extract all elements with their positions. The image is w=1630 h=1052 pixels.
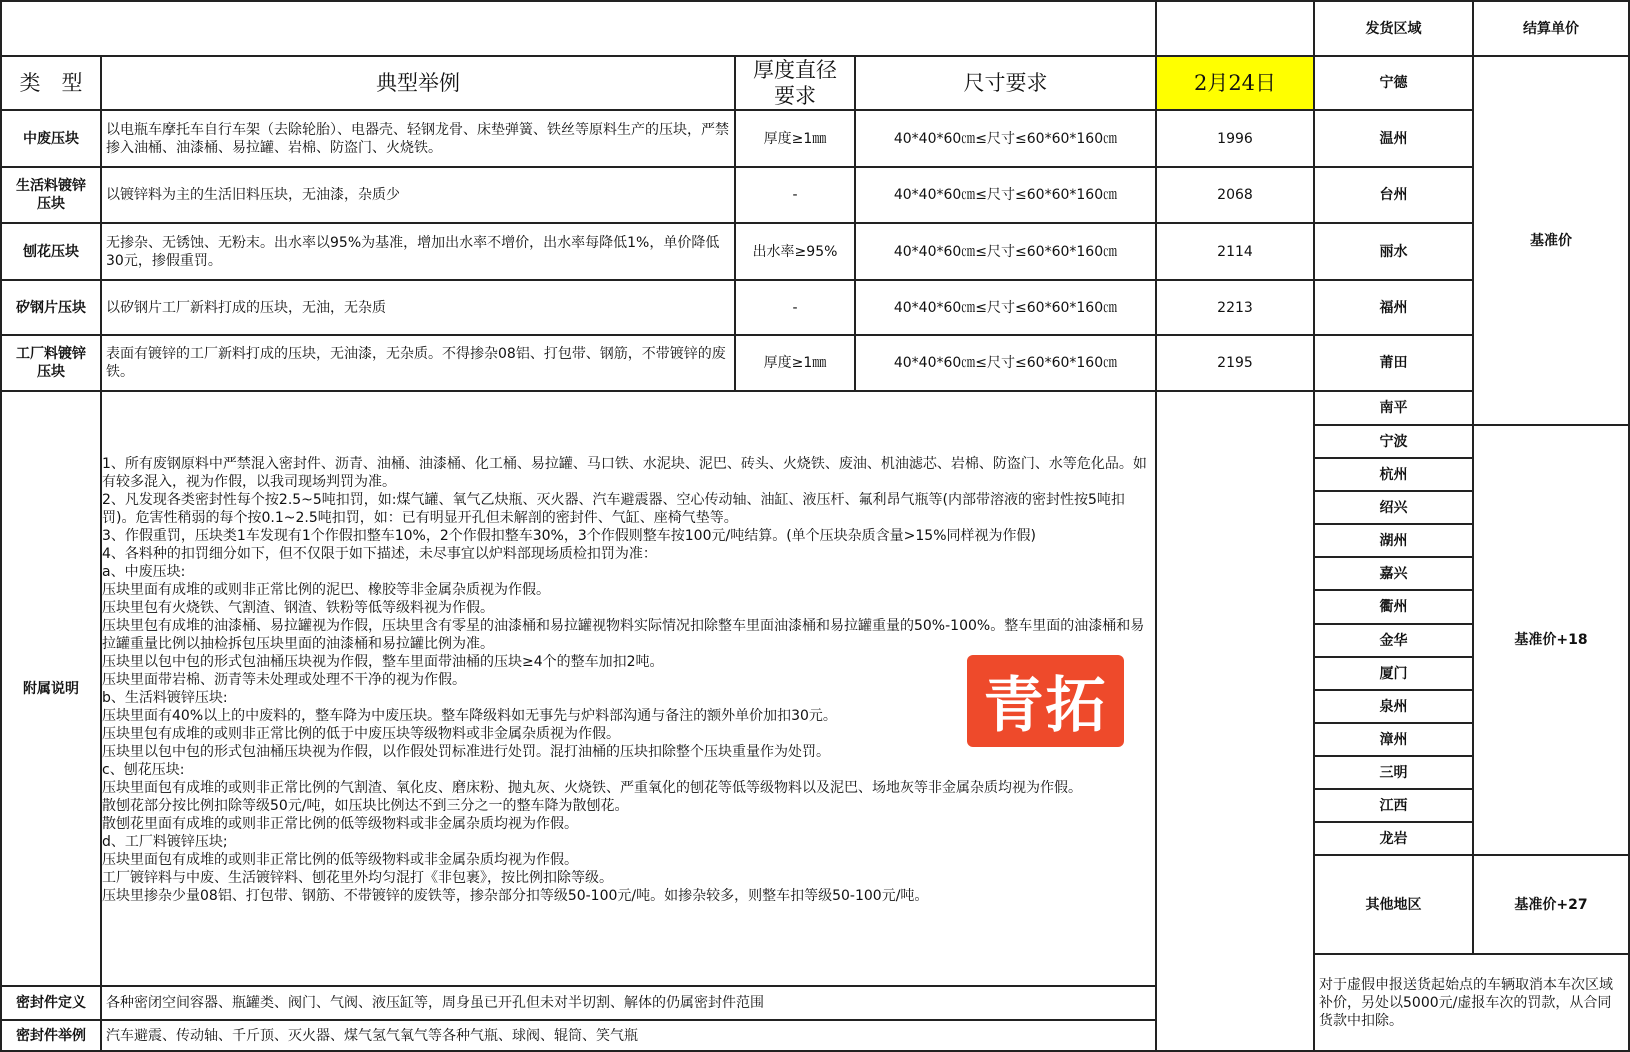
notes-line: 压块里面有40%以上的中废料的，整车降为中废压块。整车降级料如无事先与炉料部沟通与备注的额外单价加扣30元。 [102, 708, 837, 724]
row-price: 1996 [1217, 130, 1253, 147]
region-cell: 绍兴 [1379, 499, 1408, 516]
notes-label: 附属说明 [23, 680, 79, 697]
region-cell: 衢州 [1379, 599, 1408, 615]
notes-line: 压块里面包有成堆的或则非正常比例的气割渣、氧化皮、磨床粉、抛丸灰、火烧铁、严重氧化的刨花等低等级物料以及泥巴、场地灰等非金属杂质均视为作假。 [102, 780, 1082, 796]
example-header: 典型举例 [376, 71, 460, 95]
row-type: 矽钢片压块 [16, 299, 86, 316]
notes-line: 3、作假重罚，压块类1车发现有1个作假扣整车10%，2个作假扣整车30%，3个作假则整车按100元/吨结算。(单个压块杂质含量>15%同样视为作假) [102, 528, 1036, 544]
notes-line: a、中废压块: [102, 564, 186, 580]
region-cell: 杭州 [1379, 466, 1408, 483]
row-type: 工厂料镀锌压块 [16, 346, 86, 380]
row-size: 40*40*60㎝≤尺寸≤60*60*160㎝ [893, 355, 1118, 371]
region-cell: 温州 [1379, 130, 1408, 147]
region-cell: 宁德 [1379, 75, 1408, 91]
region-area-header: 发货区域 [1365, 20, 1422, 37]
region-cell: 嘉兴 [1379, 565, 1408, 582]
region-cell: 福州 [1379, 299, 1408, 316]
notes-line: 工厂镀锌料与中废、生活镀锌料、刨花里外均匀混打《非包裹》，按比例扣除等级。 [102, 870, 613, 886]
notes-line: 压块里包有成堆的或则非正常比例的低于中废压块等级物料或非金属杂质视为作假。 [102, 726, 620, 742]
region-price-group2: 基准价+18 [1514, 632, 1588, 648]
row-example: 无掺杂、无锈蚀、无粉末。出水率以95%为基准，增加出水率不增价，出水率每降低1%，单价降低30元，掺假重罚。 [106, 234, 720, 269]
notes-line: 压块里包有成堆的油漆桶、易拉罐视为作假，压块里含有零星的油漆桶和易拉罐视物料实际情况扣除整车里面油漆桶和易拉罐重量的50%-100%。整车里面的油漆桶和易拉罐重量比例以抽检拆包压块里面的油漆桶和易拉罐比例为准。 [102, 618, 1145, 652]
region-cell: 金华 [1379, 632, 1408, 649]
thickness-header: 厚度直径要求 [753, 58, 837, 108]
seal-example-label: 密封件举例 [16, 1027, 86, 1044]
row-size: 40*40*60㎝≤尺寸≤60*60*160㎝ [893, 243, 1118, 260]
region-cell: 龙岩 [1379, 830, 1408, 847]
region-cell: 江西 [1379, 797, 1408, 814]
seal-def-label: 密封件定义 [16, 995, 86, 1011]
notes-line: d、工厂料镀锌压块; [102, 834, 228, 850]
notes-line: 2、凡发现各类密封性每个按2.5~5吨扣罚，如:煤气罐、氧气乙炔瓶、灭火器、汽车避震器、空心传动轴、油缸、液压杆、氟利昂气瓶等(内部带溶液的密封性按5吨扣罚)。危害性稍弱的每个按0.1~2.5吨扣罚，如：已有明显开孔但未解剖的密封件、气缸、座椅气垫等。 [102, 492, 1125, 526]
notes-line: 压块里以包中包的形式包油桶压块视为作假，整车里面带油桶的压块≥4个的整车加扣2吨。 [102, 654, 664, 670]
row-price: 2068 [1217, 187, 1253, 203]
watermark-logo: 青拓 [967, 655, 1124, 747]
region-price-other: 基准价+27 [1514, 896, 1588, 913]
region-price-group1: 基准价 [1530, 232, 1572, 249]
size-header: 尺寸要求 [963, 71, 1048, 95]
row-example: 以矽钢片工厂新料打成的压块，无油，无杂质 [106, 299, 386, 316]
row-size: 40*40*60㎝≤尺寸≤60*60*160㎝ [893, 130, 1118, 147]
penalty-note: 对于虚假申报送货起始点的车辆取消本车次区域补价，另处以5000元/虚报车次的罚款，从合同货款中扣除。 [1319, 976, 1613, 1029]
region-cell: 宁波 [1379, 433, 1408, 450]
notes-line: 压块里掺杂少量08铝、打包带、钢筋、不带镀锌的废铁等，掺杂部分扣等级50-100元/吨。如掺杂较多，则整车扣等级50-100元/吨。 [102, 888, 929, 904]
row-size: 40*40*60㎝≤尺寸≤60*60*160㎝ [893, 299, 1118, 316]
row-size: 40*40*60㎝≤尺寸≤60*60*160㎝ [893, 187, 1118, 203]
notes-line: 散刨花部分按比例扣除等级50元/吨，如压块比例达不到三分之一的整车降为散刨花。 [102, 798, 629, 814]
type-header: 类 型 [19, 71, 83, 95]
notes-line: 压块里面带岩棉、沥青等未处理或处理不干净的视为作假。 [102, 672, 466, 688]
seal-example-text: 汽车避震、传动轴、千斤顶、灭火器、煤气氢气氧气等各种气瓶、球阀、辊筒、笑气瓶 [106, 1027, 638, 1044]
row-type: 生活料镀锌压块 [16, 178, 86, 212]
notes-line: 压块里包有火烧铁、气割渣、钢渣、铁粉等低等级料视为作假。 [102, 600, 494, 616]
row-example: 表面有镀锌的工厂新料打成的压块，无油漆，无杂质。不得掺杂08铝、打包带、钢筋，不带镀锌的废铁。 [106, 346, 726, 380]
region-cell: 丽水 [1379, 243, 1408, 260]
row-price: 2213 [1217, 299, 1253, 316]
notes-line: 压块里以包中包的形式包油桶压块视为作假，以作假处罚标准进行处罚。混打油桶的压块扣除整个压块重量作为处罚。 [102, 744, 830, 760]
row-thickness: - [792, 187, 798, 203]
row-thickness: 出水率≥95% [752, 243, 838, 260]
region-cell: 南平 [1379, 400, 1408, 416]
row-price: 2114 [1217, 243, 1253, 260]
row-type: 刨花压块 [23, 243, 79, 260]
row-type: 中废压块 [23, 130, 79, 147]
region-price-header: 结算单价 [1523, 20, 1579, 37]
notes-line: 1、所有废钢原料中严禁混入密封件、沥青、油桶、油漆桶、化工桶、易拉罐、马口铁、水泥块、泥巴、砖头、火烧铁、废油、机油滤芯、岩棉、防盗门、水等危化品。如有较多混入，视为作假，以我司现场判罚为准。 [102, 456, 1147, 490]
region-cell: 三明 [1379, 764, 1408, 781]
region-cell-other: 其他地区 [1365, 896, 1422, 913]
notes-line: 散刨花里面有成堆的或则非正常比例的低等级物料或非金属杂质均视为作假。 [102, 816, 578, 832]
notes-line: 压块里面包有成堆的或则非正常比例的低等级物料或非金属杂质均视为作假。 [102, 852, 578, 868]
region-cell: 莆田 [1379, 355, 1408, 371]
row-thickness: 厚度≥1㎜ [763, 355, 827, 371]
notes-line: 压块里面有成堆的或则非正常比例的泥巴、橡胶等非金属杂质视为作假。 [102, 582, 550, 598]
notes-line: c、刨花压块: [102, 762, 185, 778]
region-cell: 泉州 [1379, 698, 1408, 715]
region-cell: 台州 [1379, 187, 1408, 203]
notes-line: b、生活料镀锌压块: [102, 690, 228, 706]
row-example: 以镀锌料为主的生活旧料压块，无油漆，杂质少 [106, 187, 400, 203]
row-thickness: - [792, 299, 798, 316]
rule [0, 390, 1474, 392]
row-example: 以电瓶车摩托车自行车架（去除轮胎）、电器壳、轻钢龙骨、床垫弹簧、铁丝等原料生产的压块，严禁掺入油桶、油漆桶、易拉罐、岩棉、防盗门、火烧铁。 [106, 121, 729, 156]
seal-def-text: 各种密闭空间容器、瓶罐类、阀门、气阀、液压缸等，周身虽已开孔但未对半切割、解体的仍属密封件范围 [106, 995, 764, 1011]
date-header: 2月24日 [1157, 57, 1313, 109]
region-cell: 漳州 [1379, 731, 1408, 748]
region-cell: 厦门 [1379, 665, 1408, 682]
region-cell: 湖州 [1379, 532, 1408, 549]
row-price: 2195 [1217, 355, 1253, 371]
row-thickness: 厚度≥1㎜ [763, 130, 827, 147]
notes-line: 4、各料种的扣罚细分如下，但不仅限于如下描述，未尽事宜以炉料部现场质检扣罚为准： [102, 546, 657, 562]
